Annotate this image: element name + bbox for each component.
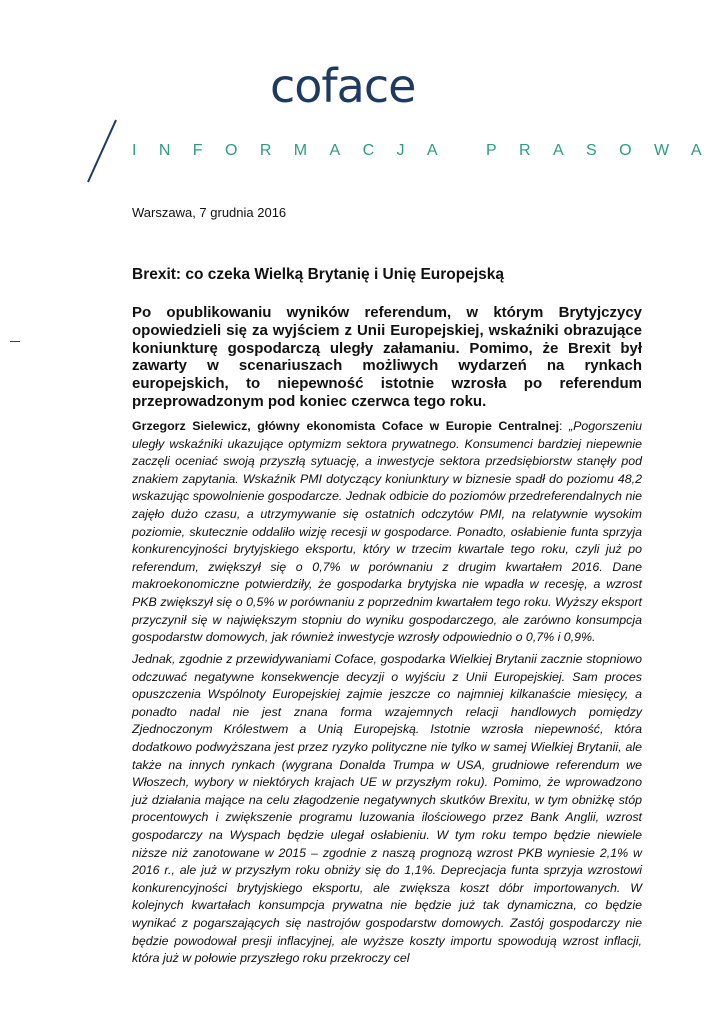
document-date: Warszawa, 7 grudnia 2016 — [132, 205, 287, 220]
body-paragraph-2: Jednak, zgodnie z przewidywaniami Coface, gospodarka Wielkiej Brytanii zacznie stopniowo odczuwać negatywne konsekwencje decyzji o wyjściu z Unii Europejskiej. Sam proces opuszczenia Wspólnoty Europejskiej zajmie jeszcze co najmniej kilkanaście miesięcy, a ponadto nadal nie jest znana forma wzajemnych relacji handlowych pomiędzy Zjednoczonym Królestwem a Unią Europejską. Istotnie wzrosła niepewność, która dodatkowo podwyższana jest przez ryzyko polityczne nie tylko w samej Wielkiej Brytanii, ale także na innych rynkach (wygrana Donalda Trumpa w USA, grudniowe referendum we Włoszech, wybory w niektórych krajach UE w przyszłym roku). Pomimo, że wprowadzono już działania mające na celu złagodzenie negatywnych skutków Brexitu, w tym obniżkę stóp procentowych i zwiększenie programu luzowania ilościowego przez Bank Anglii, wzrost gospodarczy na Wyspach będzie ulegał osłabieniu. W tym roku tempo będzie niewiele niższe niż zanotowane w 2015 – zgodnie z naszą prognozą wzrost PKB wyniesie 2,1% w 2016 r., ale już w przyszłym roku obniży się do 1,1%. Deprecjacja funta sprzyja wzrostowi konkurencyjności brytyjskiego eksportu, ale zwiększa koszt dóbr importowanych. W kolejnych kwartałach konsumpcja prywatna nie będzie już tak dynamiczna, co będzie wynikać z pogarszających się nastrojów gospodarstw domowych. Zastój gospodarczy nie będzie powodował presji inflacyjnej, ale wyższe koszty importu spowodują wzrost inflacji, która już w połowie przyszłego roku przekroczy cel — [132, 652, 642, 966]
press-release-label: INFORMACJA PRASOWA — [132, 142, 724, 159]
speaker-quote: „Pogorszeniu uległy wskaźniki ukazujące optymizm sektora prywatnego. Konsumenci bardziej niepewnie zaczęli oceniać swoją przyszłą sytuację, a inwestycje sektora przedsiębiorstw stanęły pod znakiem zapytania. Wskaźnik PMI dotyczący koniunktury w biznesie spadł do poziomu 48,2 wskazując spowolnienie gospodarcze. Jednak odbicie do poziomów przedreferendalnych nie zajęło dużo czasu, a utrzymywanie się ostatnich odczytów PMI, na relatywnie wysokim poziomie, skutecznie oddaliło wizję recesji w gospodarce. Ponadto, osłabienie funta sprzyja konkurencyjności brytyjskiego eksportu, który w trzecim kwartale tego roku, czyli już po referendum, zwiększył się o 0,7% w porównaniu z drugim kwartałem 2016. Dane makroekonomiczne potwierdziły, że gospodarka brytyjska nie wpadła w recesję, a wzrost PKB zwiększył się o 0,5% w porównaniu z poprzednim kwartałem tego roku. Wyższy eksport przyczynił się w największym stopniu do wyniku gospodarczego, ale zarówno konsumpcja gospodarstw domowych, jak również inwestycje wzrosły odpowiednio o 0,7% i 0,9%. — [132, 419, 643, 645]
speaker-name: Grzegorz Sielewicz, główny ekonomista Coface w Europie Centralnej — [132, 419, 560, 433]
document-title: Brexit: co czeka Wielką Brytanię i Unię Europejską — [132, 266, 505, 283]
coface-logo — [270, 58, 460, 118]
body-paragraph-1 — [132, 418, 642, 647]
margin-mark — [10, 341, 20, 342]
logo-wordmark: coface — [270, 59, 416, 113]
speaker-separator: : — [559, 419, 569, 433]
lead-paragraph: Po opublikowaniu wyników referendum, w którym Brytyjczycy opowiedzieli się za wyjściem z Unii Europejskiej, wskaźniki obrazujące koniunkturę gospodarczą uległy załamaniu. Pomimo, że Brexit był zawarty w scenariuszach możliwych wydarzeń na rynkach europejskich, to niepewność istotnie wzrosła po referendum przeprowadzonym pod koniec czerwca tego roku. — [132, 304, 642, 410]
decorative-slash — [82, 118, 122, 184]
